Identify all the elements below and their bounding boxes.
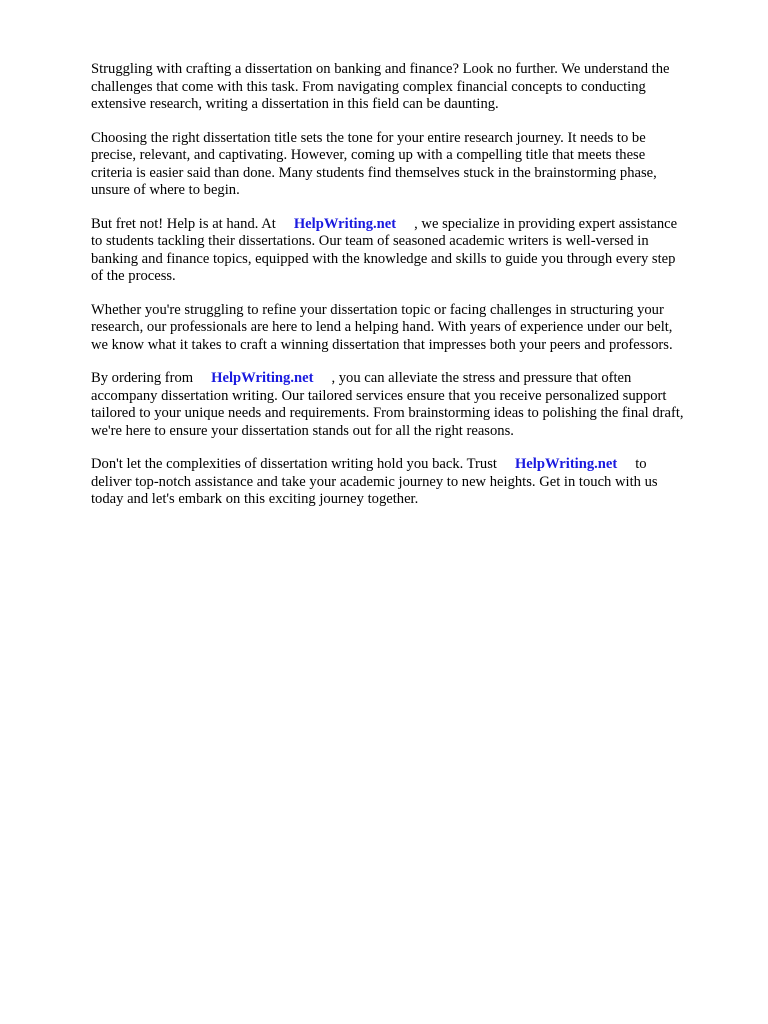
paragraph-ordering bbox=[91, 370, 731, 440]
helpwriting-link[interactable]: HelpWriting.net bbox=[514, 456, 618, 472]
text-line: extensive research, writing a dissertation in this field can be daunting. bbox=[91, 96, 499, 112]
text-line bbox=[91, 456, 731, 474]
text-segment: Don't let the complexities of dissertation writing hold you back. Trust bbox=[91, 456, 497, 472]
paragraph-help bbox=[91, 216, 731, 286]
text-line: criteria is easier said than done. Many students find themselves stuck in the brainstorming phase, bbox=[91, 164, 657, 181]
text-line bbox=[91, 216, 731, 234]
text-line bbox=[91, 370, 731, 388]
paragraph-title-choice bbox=[91, 130, 731, 200]
text-line: we know what it takes to craft a winning dissertation that impresses both your peers and professors. bbox=[91, 336, 673, 353]
text-line: tailored to your unique needs and requirements. From brainstorming ideas to polishing the final draft, bbox=[91, 405, 684, 421]
document-page bbox=[91, 61, 731, 525]
text-line: precise, relevant, and captivating. However, coming up with a compelling title that meets these bbox=[91, 147, 646, 163]
text-segment: to bbox=[635, 456, 647, 472]
text-line: challenges that come with this task. From navigating complex financial concepts to conducting bbox=[91, 78, 646, 95]
text-line: to students tackling their dissertations. Our team of seasoned academic writers is well-versed in bbox=[91, 233, 649, 249]
text-segment: , we specialize in providing expert assistance bbox=[414, 215, 678, 232]
paragraph-intro bbox=[91, 61, 731, 114]
paragraph-professionals bbox=[91, 302, 731, 355]
text-line: deliver top-notch assistance and take your academic journey to new heights. Get in touch with us bbox=[91, 473, 658, 490]
text-segment: By ordering from bbox=[91, 370, 194, 386]
text-line: Whether you're struggling to refine your dissertation topic or facing challenges in structuring your bbox=[91, 301, 664, 318]
text-line: accompany dissertation writing. Our tailored services ensure that you receive personalized support bbox=[91, 387, 667, 404]
text-segment: But fret not! Help is at hand. At bbox=[91, 215, 276, 232]
text-line: today and let's embark on this exciting journey together. bbox=[91, 491, 419, 507]
text-line: unsure of where to begin. bbox=[91, 182, 240, 198]
text-line: Struggling with crafting a dissertation on banking and finance? Look no further. We understand the bbox=[91, 61, 670, 77]
text-line: Choosing the right dissertation title sets the tone for your entire research journey. It needs to be bbox=[91, 129, 646, 146]
text-line: research, our professionals are here to lend a helping hand. With years of experience under our belt, bbox=[91, 319, 673, 335]
text-line: banking and finance topics, equipped with the knowledge and skills to guide you through every step bbox=[91, 250, 676, 267]
text-segment: , you can alleviate the stress and pressure that often bbox=[331, 370, 632, 386]
text-line: of the process. bbox=[91, 268, 176, 284]
paragraph-closing bbox=[91, 456, 731, 509]
helpwriting-link[interactable]: HelpWriting.net bbox=[293, 215, 397, 232]
helpwriting-link[interactable]: HelpWriting.net bbox=[211, 370, 314, 386]
text-line: we're here to ensure your dissertation stands out for all the right reasons. bbox=[91, 422, 514, 439]
